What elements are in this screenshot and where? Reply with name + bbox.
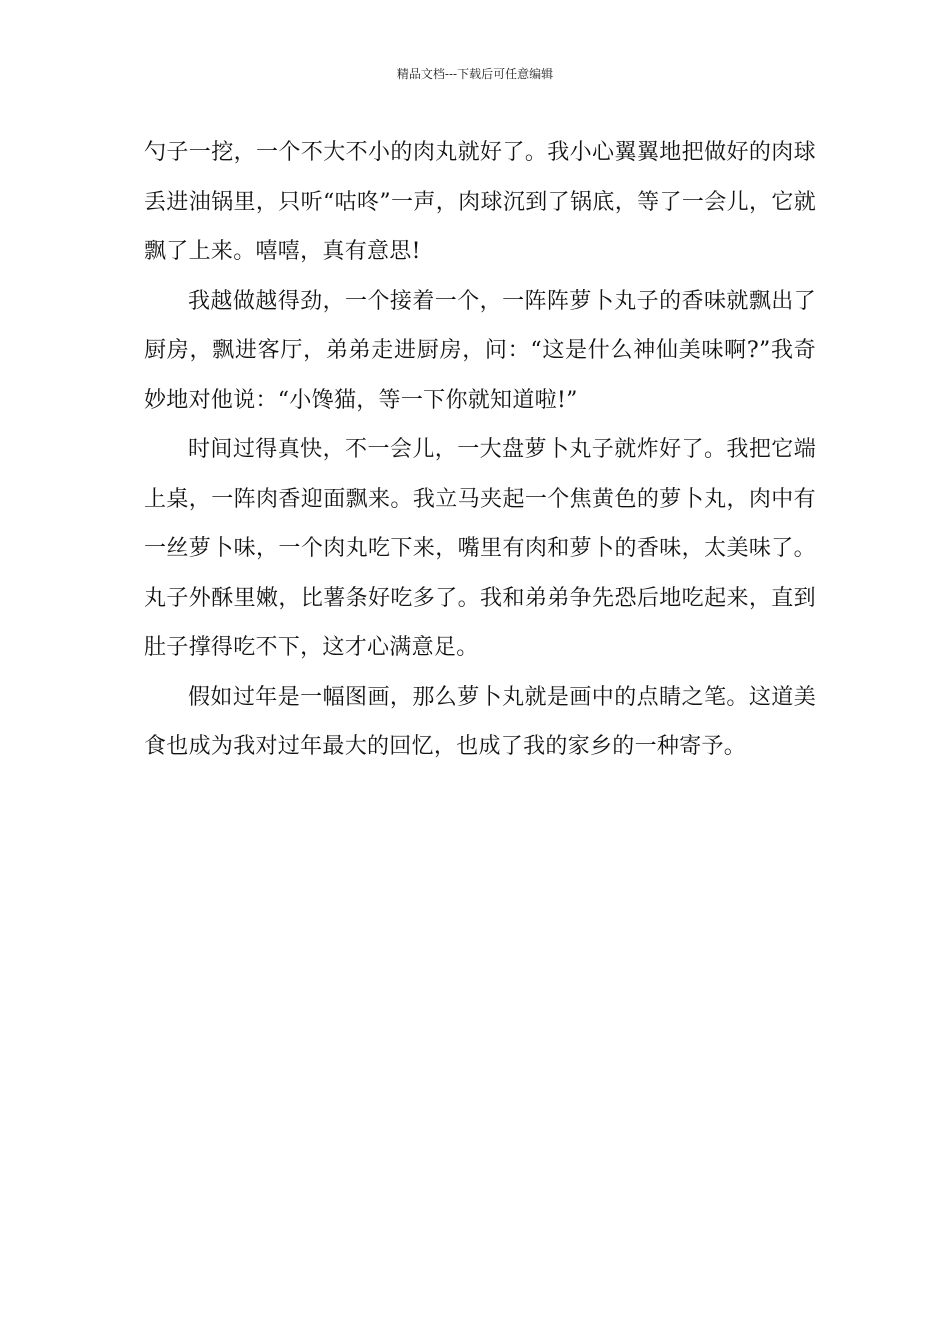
document-body — [144, 128, 816, 772]
paragraph: 我越做越得劲，一个接着一个，一阵阵萝卜丸子的香味就飘出了厨房，飘进客厅，弟弟走进厨房，问：“这是什么神仙美味啊?”我奇妙地对他说：“小馋猫，等一下你就知道啦!” — [144, 288, 816, 413]
page-header: 精品文档---下载后可任意编辑 — [396, 67, 554, 81]
paragraph: 时间过得真快，不一会儿，一大盘萝卜丸子就炸好了。我把它端上桌，一阵肉香迎面飘来。我立马夹起一个焦黄色的萝卜丸，肉中有一丝萝卜味，一个肉丸吃下来，嘴里有肉和萝卜的香味，太美味了。丸子外酥里嫩，比薯条好吃多了。我和弟弟争先恐后地吃起来，直到肚子撑得吃不下，这才心满意足。 — [144, 437, 816, 660]
paragraph-continued: 勺子一挖，一个不大不小的肉丸就好了。我小心翼翼地把做好的肉球丢进油锅里，只听“咕咚”一声，肉球沉到了锅底，等了一会儿，它就飘了上来。嘻嘻，真有意思! — [144, 140, 816, 264]
paragraph: 假如过年是一幅图画，那么萝卜丸就是画中的点睛之笔。这道美食也成为我对过年最大的回忆，也成了我的家乡的一种寄予。 — [144, 684, 816, 759]
